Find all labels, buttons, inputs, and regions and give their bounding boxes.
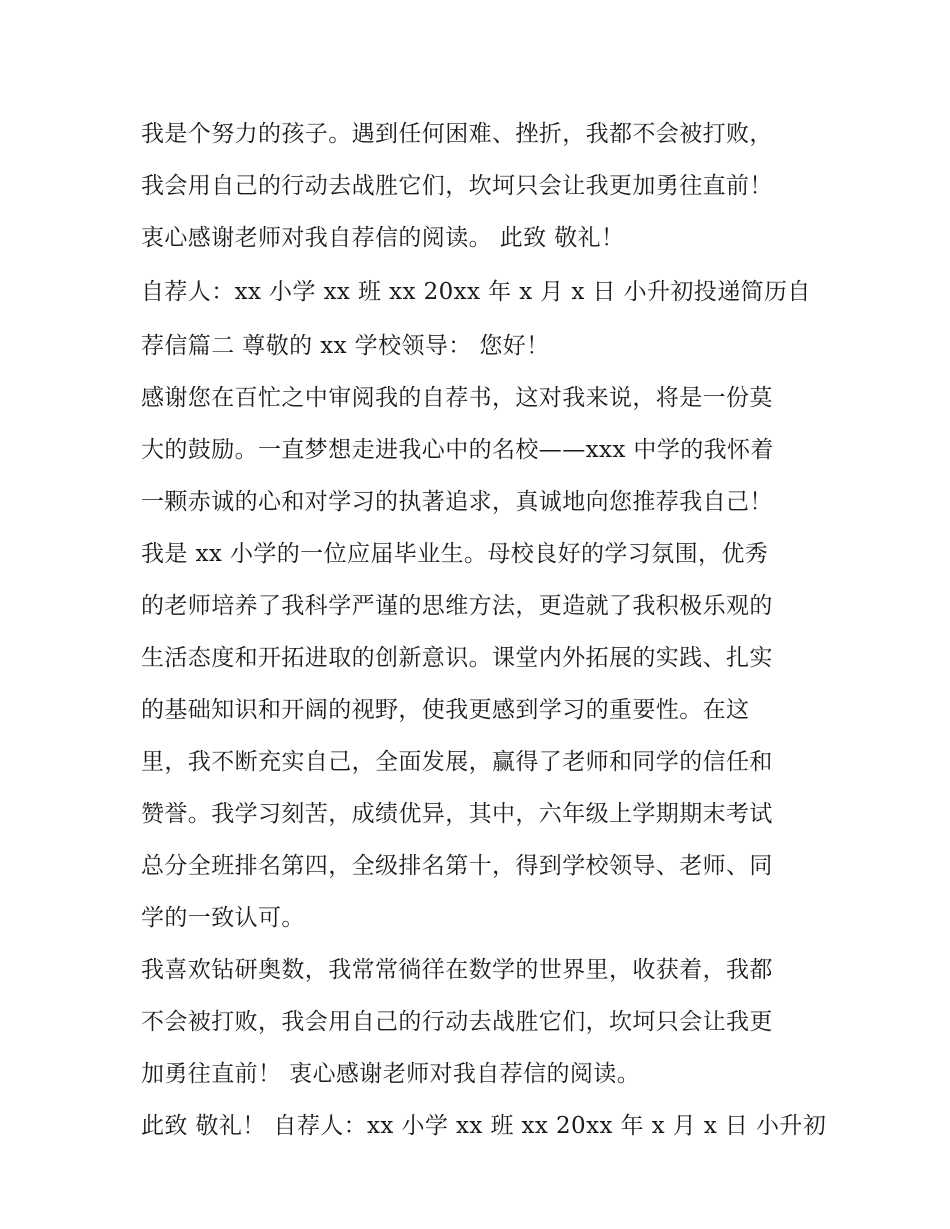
text-line-16: 学的一致认可。 xyxy=(141,905,305,931)
text-line-7: 大的鼓励。一直梦想走进我心中的名校——xxx 中学的我怀着 xyxy=(141,437,774,463)
text-line-19: 加勇往直前！ 衷心感谢老师对我自荐信的阅读。 xyxy=(141,1061,641,1087)
text-line-13: 里，我不断充实自己，全面发展，赢得了老师和同学的信任和 xyxy=(141,749,773,775)
text-line-5: 荐信篇二 尊敬的 xx 学校领导： 您好！ xyxy=(141,333,550,359)
text-line-18: 不会被打败，我会用自己的行动去战胜它们，坎坷只会让我更 xyxy=(141,1009,773,1035)
text-line-20: 此致 敬礼！ 自荐人：xx 小学 xx 班 xx 20xx 年 x 月 x 日 小升初 xyxy=(141,1113,827,1139)
text-line-2: 我会用自己的行动去战胜它们，坎坷只会让我更加勇往直前！ xyxy=(141,173,773,199)
text-line-9: 我是 xx 小学的一位应届毕业生。母校良好的学习氛围，优秀 xyxy=(141,541,769,567)
text-line-4: 自荐人：xx 小学 xx 班 xx 20xx 年 x 月 x 日 小升初投递简历自 xyxy=(141,279,811,305)
text-line-3: 衷心感谢老师对我自荐信的阅读。 此致 敬礼！ xyxy=(141,225,625,251)
text-line-11: 生活态度和开拓进取的创新意识。课堂内外拓展的实践、扎实 xyxy=(141,645,773,671)
text-line-8: 一颗赤诚的心和对学习的执著追求，真诚地向您推荐我自己！ xyxy=(141,489,773,515)
text-line-1: 我是个努力的孩子。遇到任何困难、挫折，我都不会被打败， xyxy=(141,121,773,147)
text-line-14: 赞誉。我学习刻苦，成绩优异，其中，六年级上学期期末考试 xyxy=(141,801,773,827)
text-line-6: 感谢您在百忙之中审阅我的自荐书，这对我来说，将是一份莫 xyxy=(141,385,773,411)
text-line-12: 的基础知识和开阔的视野，使我更感到学习的重要性。在这 xyxy=(141,697,750,723)
text-line-10: 的老师培养了我科学严谨的思维方法，更造就了我积极乐观的 xyxy=(141,593,773,619)
letter-body xyxy=(141,108,827,1152)
text-line-17: 我喜欢钻研奥数，我常常徜徉在数学的世界里，收获着，我都 xyxy=(141,957,773,983)
text-line-15: 总分全班排名第四，全级排名第十，得到学校领导、老师、同 xyxy=(141,853,773,879)
